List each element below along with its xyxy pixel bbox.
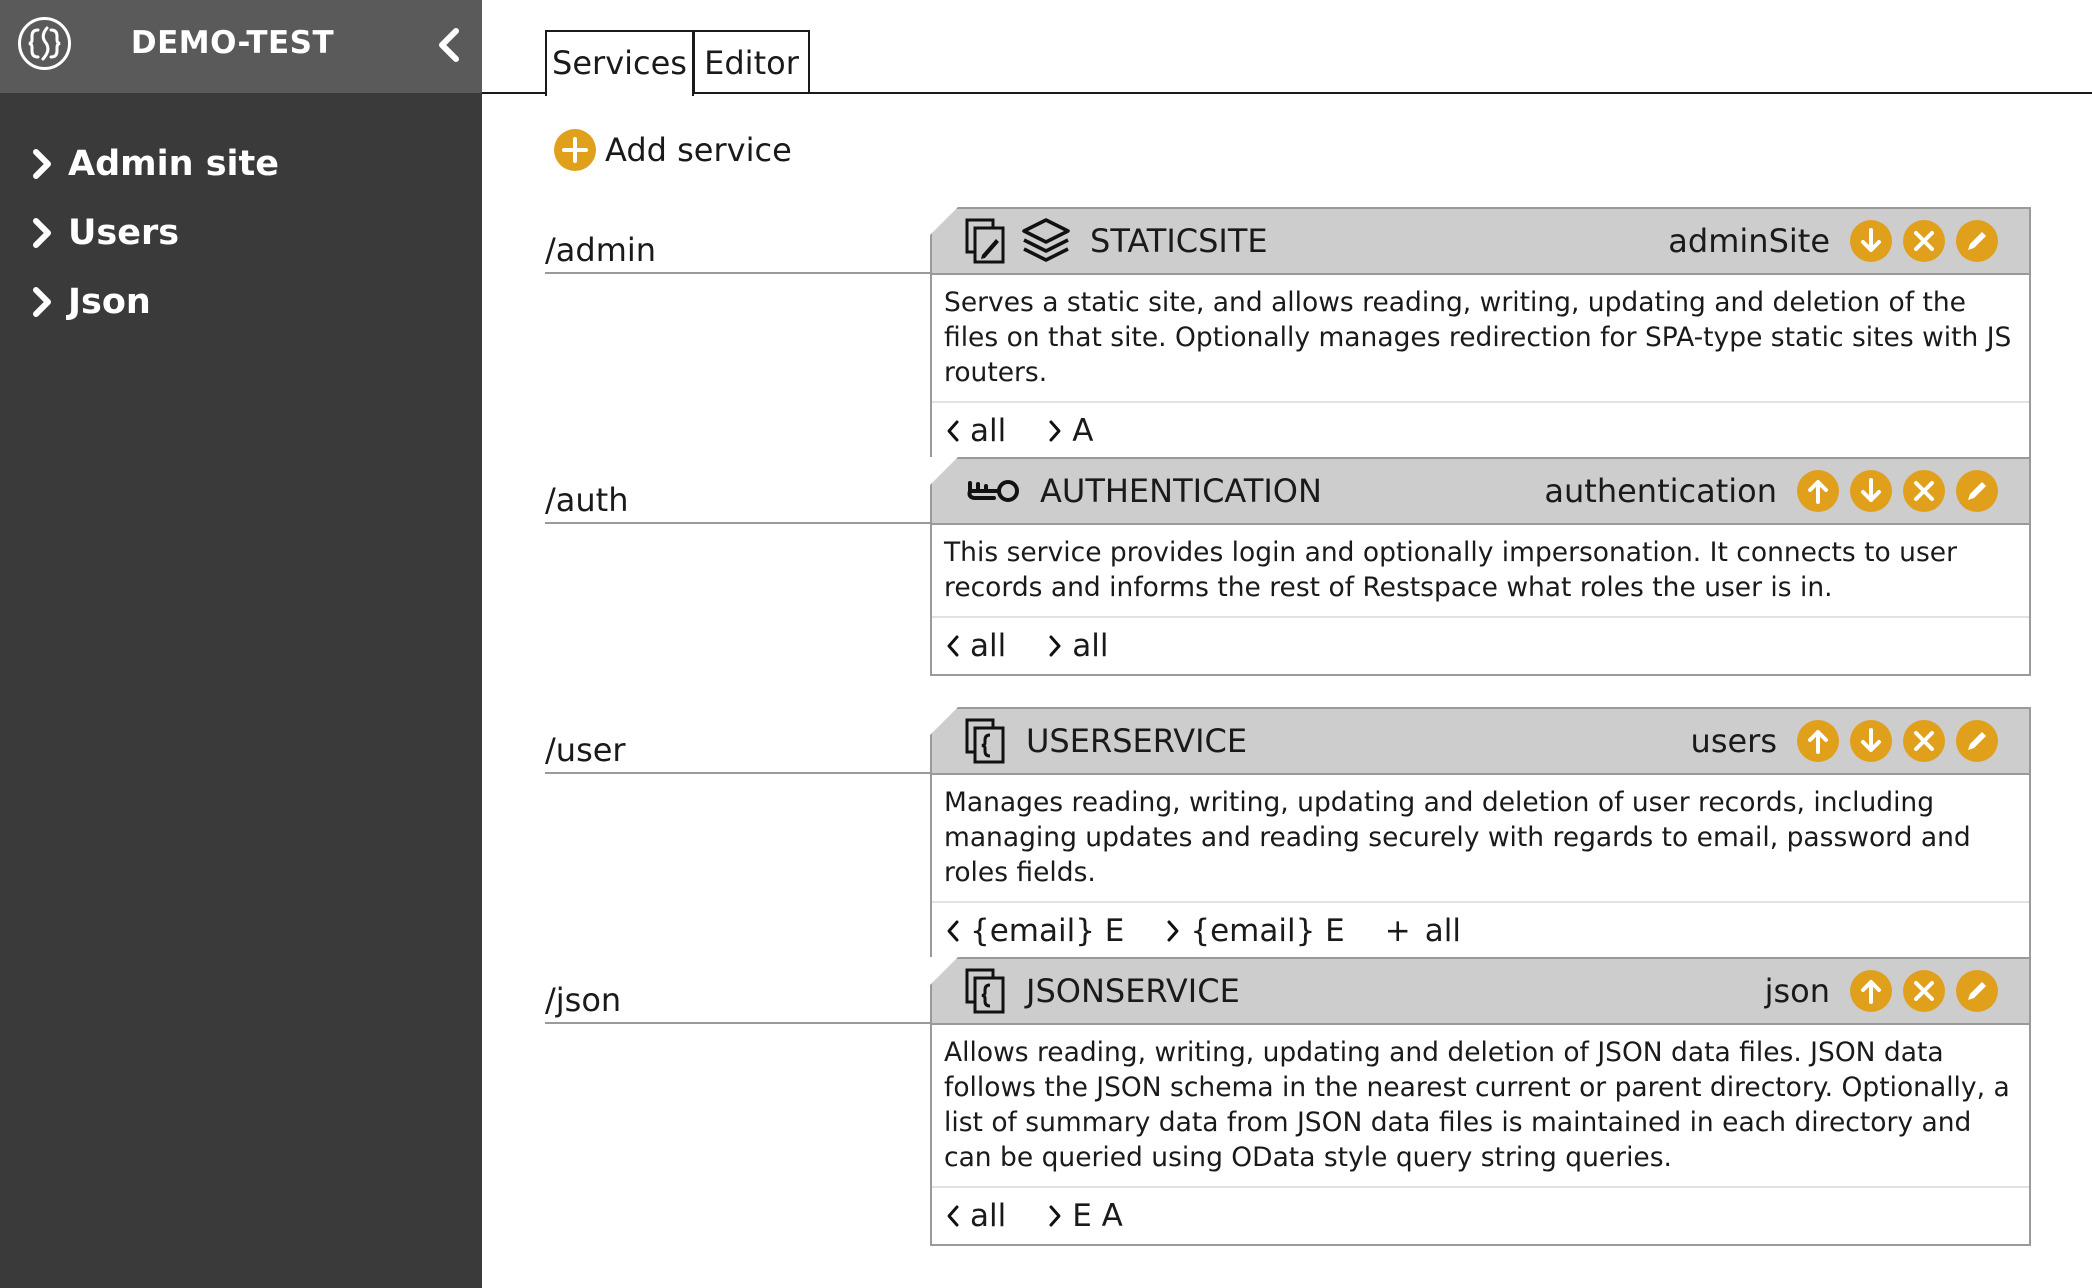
service-access (932, 618, 2029, 674)
write-access-value: {email} E (1190, 913, 1345, 949)
service-card-header (932, 959, 2029, 1025)
files-json-icon (964, 717, 1008, 765)
service-access (932, 903, 2029, 959)
write-access (1046, 413, 1093, 449)
service-path: /json (545, 976, 931, 1024)
delete-icon[interactable] (1902, 969, 1946, 1013)
add-icon (553, 128, 597, 172)
chevron-left-icon (944, 417, 962, 445)
chevron-right-icon (1046, 632, 1064, 660)
service-access (932, 403, 2029, 459)
service-card-header (932, 459, 2029, 525)
service-type: AUTHENTICATION (1040, 472, 1322, 510)
files-json-icon (964, 967, 1008, 1015)
write-access-value: all (1072, 628, 1109, 664)
service-card-user (930, 707, 2031, 961)
write-access (1046, 628, 1108, 664)
service-description: Allows reading, writing, updating and deletion of JSON data files. JSON data follows the JSON schema in the nearest current or parent directory. Optionally, a list of summary data from JSON data files is maintained in each directory and can be queried using OData style query string queries. (932, 1025, 2029, 1188)
service-type: JSONSERVICE (1026, 972, 1240, 1010)
sidebar-item-label: Json (68, 282, 151, 322)
chevron-right-icon (30, 216, 56, 250)
edit-icon[interactable] (1955, 969, 1999, 1013)
sidebar-item-label: Users (68, 213, 180, 253)
edit-icon[interactable] (1955, 469, 1999, 513)
sidebar-header (0, 0, 482, 93)
write-access-value: E A (1072, 1198, 1123, 1234)
service-name: authentication (1544, 472, 1777, 510)
service-name: json (1764, 972, 1830, 1010)
service-name: adminSite (1668, 222, 1830, 260)
add-service-button[interactable] (553, 128, 792, 172)
move-down-icon[interactable] (1849, 469, 1893, 513)
write-access (1164, 913, 1344, 949)
chevron-left-icon (944, 1202, 962, 1230)
service-access (932, 1188, 2029, 1244)
create-access (1385, 913, 1461, 949)
read-access (944, 628, 1006, 664)
move-up-icon[interactable] (1796, 719, 1840, 763)
read-access-value: all (970, 413, 1007, 449)
sidebar-item-admin-site[interactable] (30, 139, 279, 189)
read-access (944, 1198, 1006, 1234)
delete-icon[interactable] (1902, 719, 1946, 763)
read-access-value: all (970, 628, 1007, 664)
read-access (944, 413, 1006, 449)
key-icon (964, 471, 1022, 511)
create-access-value: all (1424, 913, 1461, 949)
service-path: /admin (545, 226, 931, 274)
delete-icon[interactable] (1902, 469, 1946, 513)
chevron-right-icon (1046, 417, 1064, 445)
sidebar-item-json[interactable] (30, 277, 151, 327)
service-description: Manages reading, writing, updating and deletion of user records, including managing updates and reading securely with regards to email, password and roles fields. (932, 775, 2029, 903)
restspace-logo-icon (17, 16, 72, 71)
files-edit-icon (964, 217, 1008, 265)
service-card-admin (930, 207, 2031, 461)
service-description: Serves a static site, and allows reading, writing, updating and deletion of the files on that site. Optionally manages redirection for SPA-type static sites with JS routers. (932, 275, 2029, 403)
service-type: STATICSITE (1090, 222, 1268, 260)
edit-icon[interactable] (1955, 219, 1999, 263)
service-description: This service provides login and optionally impersonation. It connects to user records and informs the rest of Restspace what roles the user is in. (932, 525, 2029, 618)
service-type: USERSERVICE (1026, 722, 1248, 760)
service-path: /user (545, 726, 931, 774)
service-path: /auth (545, 476, 931, 524)
sidebar (0, 0, 482, 1288)
sidebar-item-label: Admin site (68, 144, 280, 184)
chevron-right-icon (1046, 1202, 1064, 1230)
move-up-icon[interactable] (1796, 469, 1840, 513)
app-title: DEMO-TEST (130, 25, 335, 61)
move-down-icon[interactable] (1849, 719, 1893, 763)
write-access (1046, 1198, 1123, 1234)
chevron-right-icon (30, 285, 56, 319)
chevron-left-icon (944, 917, 962, 945)
service-card-auth (930, 457, 2031, 676)
delete-icon[interactable] (1902, 219, 1946, 263)
layers-icon (1020, 216, 1072, 266)
tab-divider (482, 92, 2092, 94)
service-card-json (930, 957, 2031, 1246)
tab-services[interactable]: Services (545, 30, 694, 96)
read-access-value: all (970, 1198, 1007, 1234)
edit-icon[interactable] (1955, 719, 1999, 763)
move-down-icon[interactable] (1849, 219, 1893, 263)
chevron-left-icon (944, 632, 962, 660)
chevron-right-icon (1164, 917, 1182, 945)
move-up-icon[interactable] (1849, 969, 1893, 1013)
tab-editor[interactable]: Editor (693, 30, 810, 92)
service-card-header (932, 209, 2029, 275)
plus-icon: + (1384, 913, 1411, 949)
sidebar-item-users[interactable] (30, 208, 179, 258)
service-name: users (1690, 722, 1777, 760)
read-access (944, 913, 1124, 949)
chevron-right-icon (30, 147, 56, 181)
add-service-label: Add service (605, 131, 792, 169)
collapse-sidebar-icon[interactable] (430, 25, 466, 65)
service-card-header (932, 709, 2029, 775)
write-access-value: A (1072, 413, 1094, 449)
read-access-value: {email} E (970, 913, 1125, 949)
